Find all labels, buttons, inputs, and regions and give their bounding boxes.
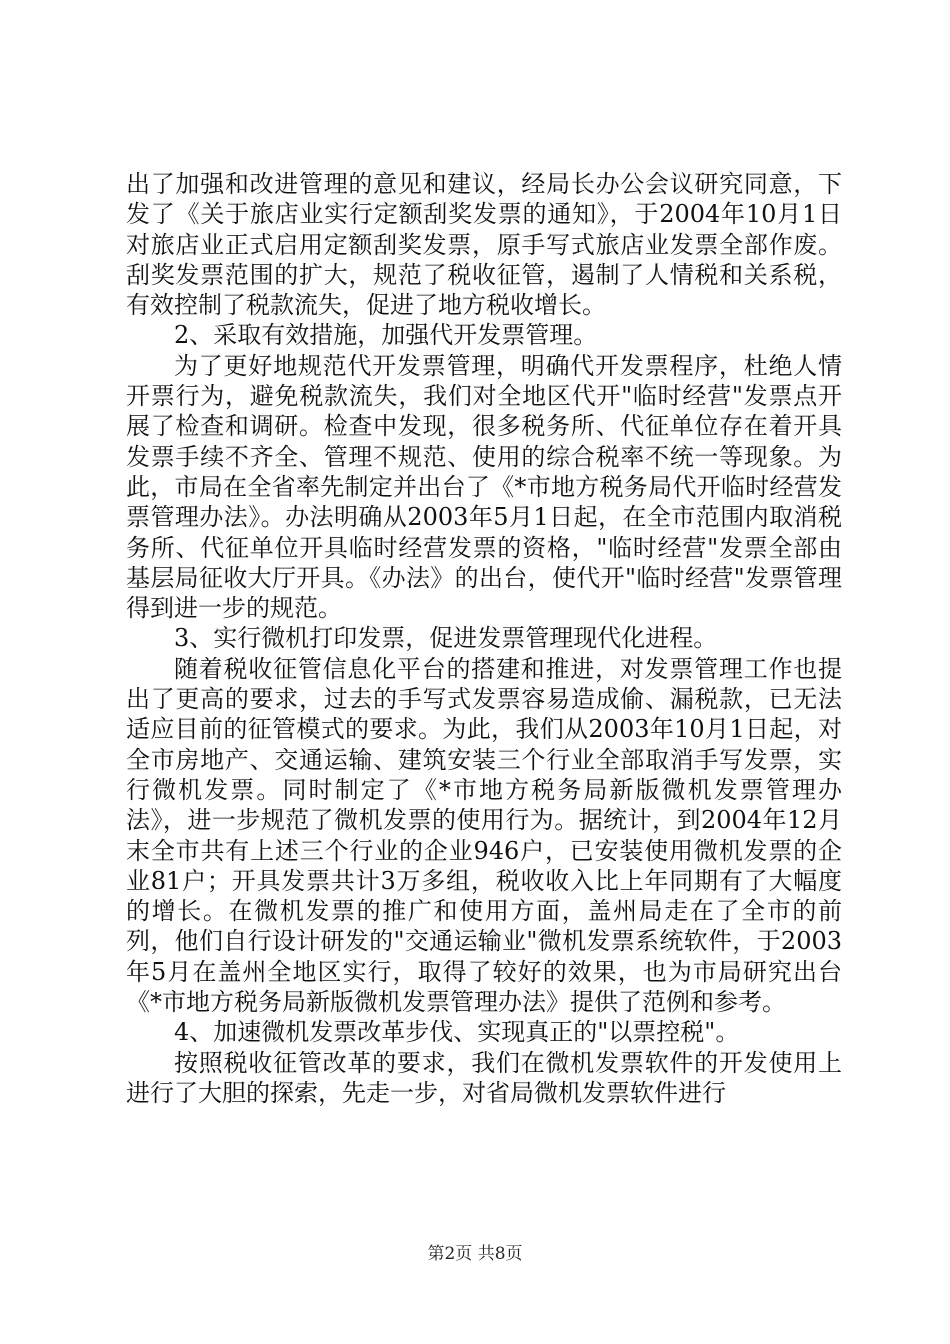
section-heading-4: 4、加速微机发票改革步伐、实现真正的"以票控税"。 (174, 1018, 740, 1047)
page-number: 第2页 共8页 (427, 1244, 523, 1264)
page-footer (0, 1239, 950, 1264)
document-body (126, 169, 842, 1108)
paragraph-continuation: 出了加强和改进管理的意见和建议，经局长办公会议研究同意，下发了《关于旅店业实行定额刮奖发票的通知》，于2004年10月1日对旅店业正式启用定额刮奖发票，原手写式旅店业发票全部作废。刮奖发票范围的扩大，规范了税收征管，遏制了人情税和关系税，有效控制了税款流失，促进了地方税收增长。 (126, 170, 842, 320)
paragraph-computer-invoice: 随着税收征管信息化平台的搭建和推进，对发票管理工作也提出了更高的要求，过去的手写式发票容易造成偷、漏税款，已无法适应目前的征管模式的要求。为此，我们从2003年10月1日起，对全市房地产、交通运输、建筑安装三个行业全部取消手写发票，实行微机发票。同时制定了《*市地方税务局新版微机发票管理办法》，进一步规范了微机发票的使用行为。据统计，到2004年12月末全市共有上述三个行业的企业946户，已安装使用微机发票的企业81户；开具发票共计3万多组，税收收入比上年同期有了大幅度的增长。在微机发票的推广和使用方面，盖州局走在了全市的前列，他们自行设计研发的"交通运输业"微机发票系统软件，于2003年5月在盖州全地区实行，取得了较好的效果，也为市局研究出台《*市地方税务局新版微机发票管理办法》提供了范例和参考。 (126, 654, 842, 1017)
paragraph-reform: 按照税收征管改革的要求，我们在微机发票软件的开发使用上进行了大胆的探索，先走一步，对省局微机发票软件进行 (126, 1048, 842, 1107)
section-heading-3: 3、实行微机打印发票，促进发票管理现代化进程。 (174, 624, 718, 653)
paragraph-invoice-agency: 为了更好地规范代开发票管理，明确代开发票程序，杜绝人情开票行为，避免税款流失，我们对全地区代开"临时经营"发票点开展了检查和调研。检查中发现，很多税务所、代征单位存在着开具发票手续不齐全、管理不规范、使用的综合税率不统一等现象。为此，市局在全省率先制定并出台了《*市地方税务局代开临时经营发票管理办法》。办法明确从2003年5月1日起，在全市范围内取消税务所、代征单位开具临时经营发票的资格，"临时经营"发票全部由基层局征收大厅开具。《办法》的出台，使代开"临时经营"发票管理得到进一步的规范。 (126, 351, 842, 623)
section-heading-2: 2、采取有效措施，加强代开发票管理。 (174, 321, 598, 350)
